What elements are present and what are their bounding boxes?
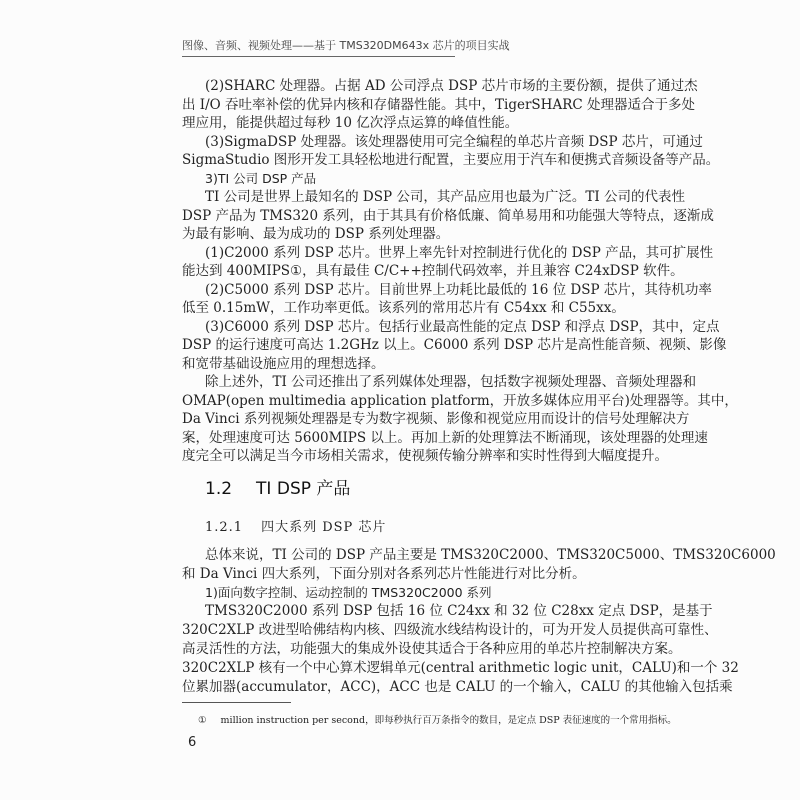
text-line: (3)SigmaDSP 处理器。该处理器使用可完全编程的单芯片音频 DSP 芯片，可通过 [205, 133, 703, 150]
section-number: 1.2 [205, 479, 233, 499]
text-line: 除上述外，TI 公司还推出了系列媒体处理器，包括数字视频处理器、音频处理器和 [205, 374, 697, 390]
text-line: TI 公司是世界上最知名的 DSP 公司，其产品应用也最为广泛。TI 公司的代表性 [205, 189, 685, 205]
text-line: 高灵活性的方法，功能强大的集成外设使其适合于各种应用的单芯片控制解决方案。 [182, 640, 682, 657]
text-line: (2)C5000 系列 DSP 芯片。目前世界上功耗比最低的 16 位 DSP 芯片，其待机功率 [205, 281, 712, 298]
subsection-number: 1.2.1 [205, 520, 244, 535]
footnote-rule [182, 702, 291, 703]
subheading-line: 3)TI 公司 DSP 产品 [205, 170, 317, 186]
text-line: Da Vinci 系列视频处理器是专为数字视频、影像和视觉应用而设计的信号处理解决方 [182, 411, 690, 427]
text-line: TMS320C2000 系列 DSP 包括 16 位 C24xx 和 32 位 C28xx 定点 DSP，是基于 [205, 603, 713, 620]
page-number: 6 [188, 735, 197, 750]
text-line: 320C2XLP 核有一个中心算术逻辑单元(central arithmetic logic unit，CALU)和一个 32 [182, 659, 739, 676]
footnote-mark: ① [198, 715, 207, 726]
text-line: 和 Da Vinci 四大系列，下面分别对各系列芯片性能进行对比分析。 [182, 565, 586, 582]
running-head: 图像、音频、视频处理——基于 TMS320DM643x 芯片的项目实战 [182, 37, 455, 57]
text-line: 案，处理速度可达 5600MIPS 以上。再加上新的处理算法不断涌现，该处理器的处理速 [182, 429, 708, 446]
text-line: 总体来说，TI 公司的 DSP 产品主要是 TMS320C2000、TMS320C5000、TMS320C6000 [205, 547, 776, 563]
text-line: SigmaStudio 图形开发工具轻松地进行配置，主要应用于汽车和便携式音频设备等产品。 [182, 152, 720, 168]
text-line: 低至 0.15mW，工作功率更低。该系列的常用芯片有 C54xx 和 C55xx。 [182, 300, 625, 316]
text-line: OMAP(open multimedia application platform，开放多媒体应用平台)处理器等。其中， [182, 392, 738, 409]
section-heading [205, 474, 350, 499]
text-line: 为最有影响、最为成功的 DSP 系列处理器。 [182, 226, 450, 242]
text-line: 理应用，能提供超过每秒 10 亿次浮点运算的峰值性能。 [182, 115, 519, 131]
text-line: (1)C2000 系列 DSP 芯片。世界上率先针对控制进行优化的 DSP 产品，其可扩展性 [205, 244, 714, 261]
body-text-upper [182, 77, 738, 466]
text-line: (3)C6000 系列 DSP 芯片。包括行业最高性能的定点 DSP 和浮点 DSP，其中，定点 [205, 318, 720, 335]
subheading-line: 1)面向数字控制、运动控制的 TMS320C2000 系列 [205, 584, 492, 600]
text-line: 和宽带基础设施应用的理想选择。 [182, 355, 385, 372]
text-line: 能达到 400MIPS①，具有最佳 C/C++控制代码效率，并且兼容 C24xDSP 软件。 [182, 263, 684, 279]
text-line: (2)SHARC 处理器。占据 AD 公司浮点 DSP 芯片市场的主要份额，提供了通过杰 [205, 78, 698, 94]
footnote-text: million instruction per second，即每秒执行百万条指令的数目，是定点 DSP 表征速度的一个常用指标。 [220, 715, 677, 726]
text-line: 320C2XLP 改进型哈佛结构内核、四级流水线结构设计的，可为开发人员提供高可靠性、 [182, 622, 718, 639]
text-line: 出 I/O 吞吐率补偿的优异内核和存储器性能。其中，TigerSHARC 处理器适合于多处 [182, 96, 695, 113]
text-line: DSP 的运行速度可高达 1.2GHz 以上。C6000 系列 DSP 芯片是高性能音频、视频、影像 [182, 337, 727, 353]
section-title: TI DSP 产品 [256, 479, 351, 499]
subsection-title: 四大系列 DSP 芯片 [261, 520, 387, 535]
footnote [198, 712, 677, 726]
body-text-lower [182, 546, 776, 696]
text-line: 位累加器(accumulator，ACC)，ACC 也是 CALU 的一个输入，CALU 的其他输入包括乘 [182, 678, 733, 695]
subsection-heading [205, 516, 386, 535]
text-line: 度完全可以满足当今市场相关需求，使视频传输分辨率和实时性得到大幅度提升。 [182, 448, 668, 464]
text-line: DSP 产品为 TMS320 系列，由于其具有价格低廉、简单易用和功能强大等特点，逐渐成 [182, 207, 714, 224]
